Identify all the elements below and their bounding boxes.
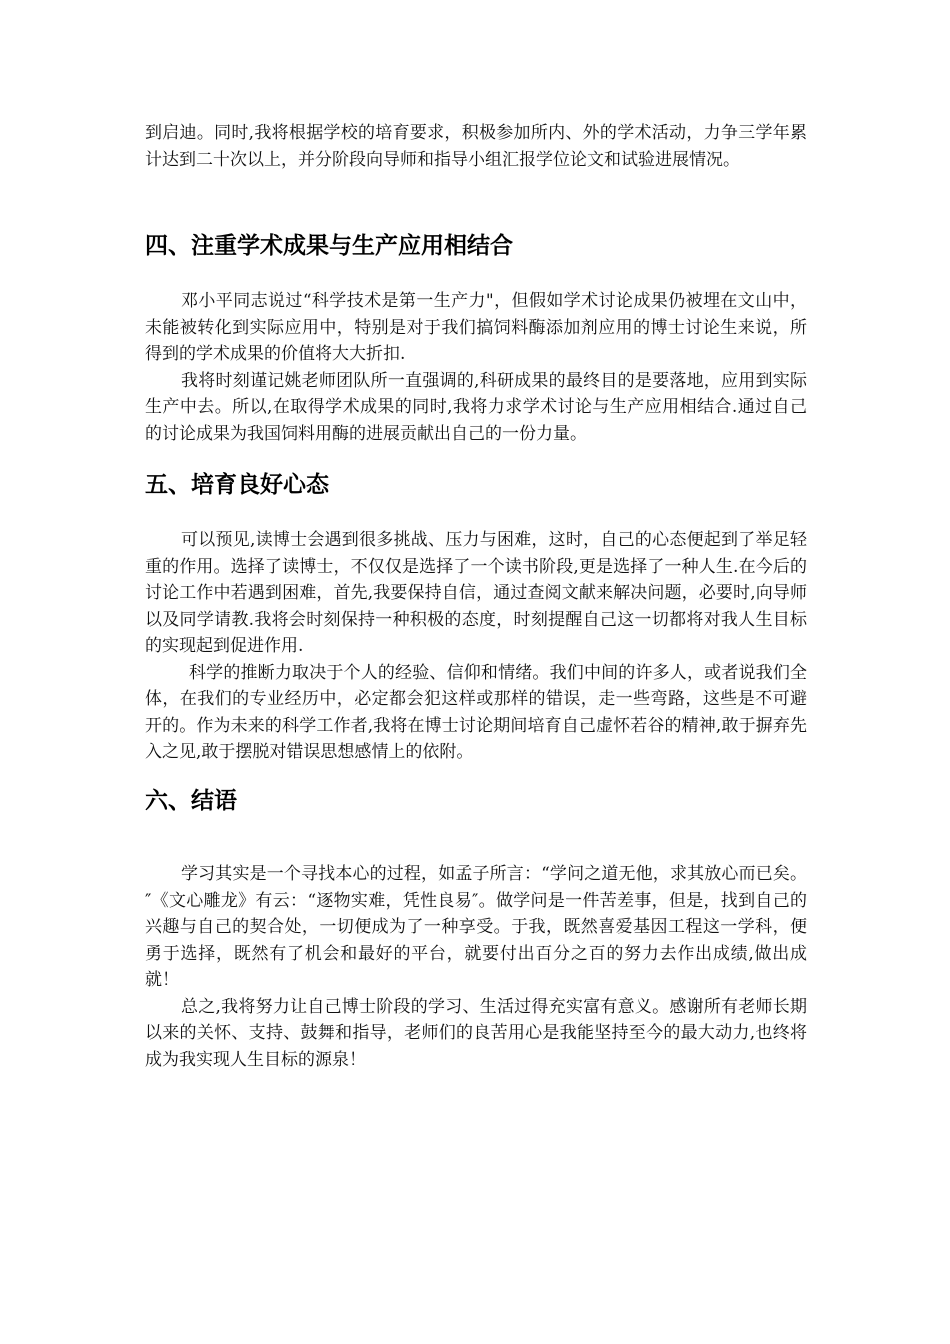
section-4-paragraph-2: 我将时刻谨记姚老师团队所一直强调的,科研成果的最终目的是要落地，应用到实际生产中去。所以,在取得学术成果的同时,我将力求学术讨论与生产应用相结合.通过自己的讨论成果为我国饲料用酶的进展贡献出自己的一份力量。: [145, 370, 807, 444]
section-4-heading: 四、注重学术成果与生产应用相结合: [145, 233, 513, 259]
section-4-body: [145, 288, 807, 447]
intro-paragraph-block: [145, 120, 807, 173]
section-6-paragraph-2: 总之,我将努力让自己博士阶段的学习、生活过得充实富有意义。感谢所有老师长期以来的关怀、支持、鼓舞和指导，老师们的良苦用心是我能坚持至今的最大动力,也终将成为我实现人生目标的源泉！: [145, 996, 807, 1070]
section-5-body: [145, 527, 807, 766]
section-4-paragraph-1: 邓小平同志说过“科学技术是第一生产力"，但假如学术讨论成果仍被埋在文山中，未能被转化到实际应用中，特别是对于我们搞饲料酶添加剂应用的博士讨论生来说，所得到的学术成果的价值将大大折扣.: [145, 291, 807, 364]
section-6-paragraph-1: 学习其实是一个寻找本心的过程，如孟子所言：“学问之道无他，求其放心而已矣。″《文心雕龙》有云：“逐物实难，凭性良易″。做学问是一件苦差事，但是，找到自己的兴趣与自己的契合处，一切便成为了一种享受。于我，既然喜爱基因工程这一学科，便勇于选择，既然有了机会和最好的平台，就要付出百分之百的努力去作出成绩,做出成就！: [145, 864, 807, 990]
section-5-heading: 五、培育良好心态: [145, 472, 329, 498]
section-5-paragraph-1: 可以预见,读博士会遇到很多挑战、压力与困难，这时，自己的心态便起到了举足轻重的作用。选择了读博士，不仅仅是选择了一个读书阶段,更是选择了一种人生.在今后的讨论工作中若遇到困难，首先,我要保持自信，通过查阅文献来解决问题，必要时,向导师以及同学请教.我将会时刻保持一种积极的态度，时刻提醒自己这一切都将对我人生目标的实现起到促进作用.: [145, 530, 807, 656]
section-6-body: [145, 861, 807, 1073]
section-5-paragraph-2: 科学的推断力取决于个人的经验、信仰和情绪。我们中间的许多人，或者说我们全体，在我们的专业经历中，必定都会犯这样或那样的错误，走一些弯路，这些是不可避开的。作为未来的科学工作者,我将在博士讨论期间培育自己虚怀若谷的精神,敢于摒弃先入之见,敢于摆脱对错误思想感情上的依附。: [145, 662, 807, 762]
intro-paragraph: 到启迪。同时,我将根据学校的培育要求，积极参加所内、外的学术活动，力争三学年累计达到二十次以上，并分阶段向导师和指导小组汇报学位论文和试验进展情况。: [145, 123, 807, 170]
section-6-heading: 六、结语: [145, 788, 237, 814]
